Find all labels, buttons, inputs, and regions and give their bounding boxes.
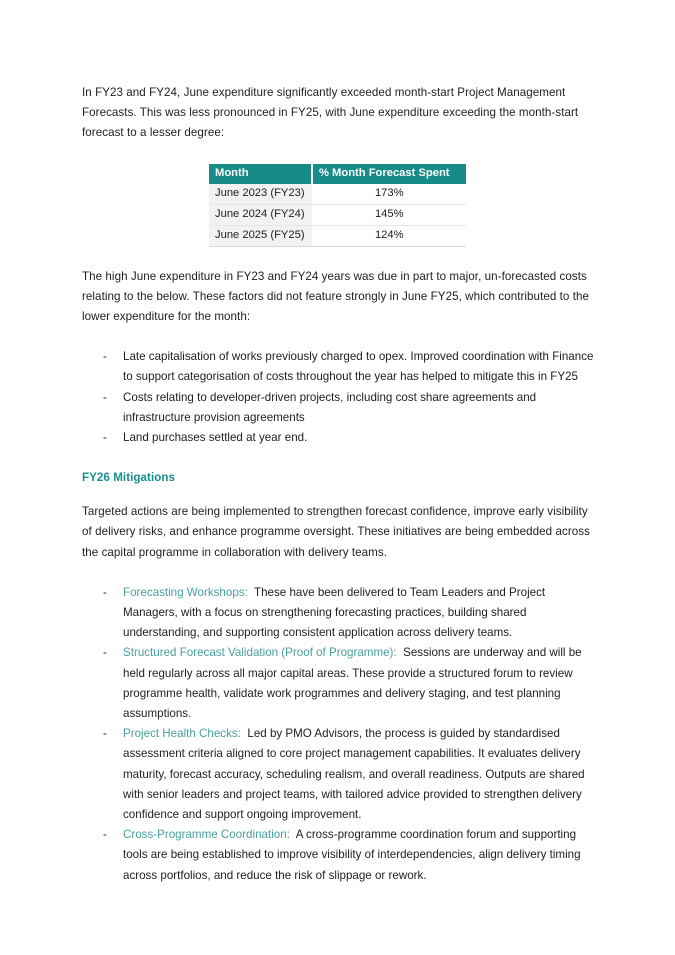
- list-item-label: Forecasting Workshops:: [123, 585, 248, 599]
- list-item: [82, 388, 597, 428]
- list-item: [82, 825, 597, 886]
- list-item-text: These have been delivered to Team Leaders and Project Managers, with a focus on strengthening forecasting practices, building shared understanding, and supporting consistent application across delivery teams.: [123, 585, 546, 640]
- list-item-text: Late capitalisation of works previously charged to opex. Improved coordination with Finance to support categorisation of costs throughout the year has helped to mitigate this in FY25: [123, 350, 594, 384]
- list-item: [82, 724, 597, 825]
- table-body: [209, 184, 466, 247]
- cell-percent: 145%: [312, 204, 466, 225]
- list-item-text: Led by PMO Advisors, the process is guided by standardised assessment criteria aligned to core project management capabilities. It evaluates delivery maturity, forecast accuracy, scheduling realism, and overall readiness. Outputs are shared with senior leaders and project teams, with tailored advice provided to strengthen delivery confidence and support ongoing improvement.: [123, 727, 585, 822]
- spacer: [82, 563, 597, 583]
- mitigation-actions-list: [82, 583, 597, 886]
- cell-month: June 2025 (FY25): [209, 225, 312, 246]
- page-title: FY26 Mitigations: [82, 471, 176, 485]
- spacer: [82, 247, 597, 267]
- list-item: [82, 583, 597, 644]
- cell-month: June 2023 (FY23): [209, 184, 312, 205]
- dash-bullet-icon: -: [103, 828, 107, 842]
- list-item-text: Land purchases settled at year end.: [123, 431, 308, 445]
- list-item-text: A cross-programme coordination forum and supporting tools are being established to improve visibility of interdependencies, align delivery timing across portfolios, and reduce the risk of slippage or rework.: [123, 828, 581, 882]
- cell-month: June 2024 (FY24): [209, 204, 312, 225]
- list-item: [82, 347, 597, 387]
- cell-percent: 124%: [312, 225, 466, 246]
- cost-factors-list: [82, 347, 597, 448]
- dash-bullet-icon: -: [103, 727, 107, 741]
- table-row: [209, 225, 466, 246]
- second-paragraph: The high June expenditure in FY23 and FY24 years was due in part to major, un-forecasted costs relating to the below. These factors did not feature strongly in June FY25, which contributed to the lower expenditure for the month:: [82, 269, 589, 324]
- dash-bullet-icon: -: [103, 390, 107, 404]
- spacer: [82, 327, 597, 347]
- list-item-label: Cross-Programme Coordination:: [123, 828, 290, 842]
- table-header-row: [209, 164, 466, 184]
- list-item-label: Project Health Checks:: [123, 727, 241, 741]
- list-item-label: Structured Forecast Validation (Proof of Programme):: [123, 646, 397, 660]
- dash-bullet-icon: -: [103, 646, 107, 660]
- table-row: [209, 184, 466, 205]
- spacer: [82, 144, 597, 164]
- list-item: [82, 643, 597, 724]
- list-item: [82, 428, 597, 448]
- table-header-percent: % Month Forecast Spent: [312, 164, 466, 184]
- table-header-month: Month: [209, 164, 312, 184]
- list-item-text: Costs relating to developer-driven projects, including cost share agreements and infrastructure provision agreements: [123, 390, 537, 424]
- dash-bullet-icon: -: [103, 350, 107, 364]
- spacer: [82, 488, 597, 502]
- spacer: [82, 448, 597, 468]
- cell-percent: 173%: [312, 184, 466, 205]
- list-item-text: Sessions are underway and will be held regularly across all major capital areas. These provide a structured forum to review programme health, validate work programmes and delivery staging, and test planning assumptions.: [123, 646, 582, 721]
- dash-bullet-icon: -: [103, 431, 107, 445]
- forecast-table-container: [82, 164, 597, 247]
- forecast-table: [209, 164, 466, 247]
- table-row: [209, 204, 466, 225]
- dash-bullet-icon: -: [103, 585, 107, 599]
- mitigations-paragraph: Targeted actions are being implemented to strengthen forecast confidence, improve early visibility of delivery risks, and enhance programme oversight. These initiatives are being embedded across the capital programme in collaboration with delivery teams.: [82, 505, 590, 559]
- intro-paragraph: In FY23 and FY24, June expenditure significantly exceeded month-start Project Management Forecasts. This was less pronounced in FY25, with June expenditure exceeding the month-start forecast to a lesser degree:: [82, 86, 579, 140]
